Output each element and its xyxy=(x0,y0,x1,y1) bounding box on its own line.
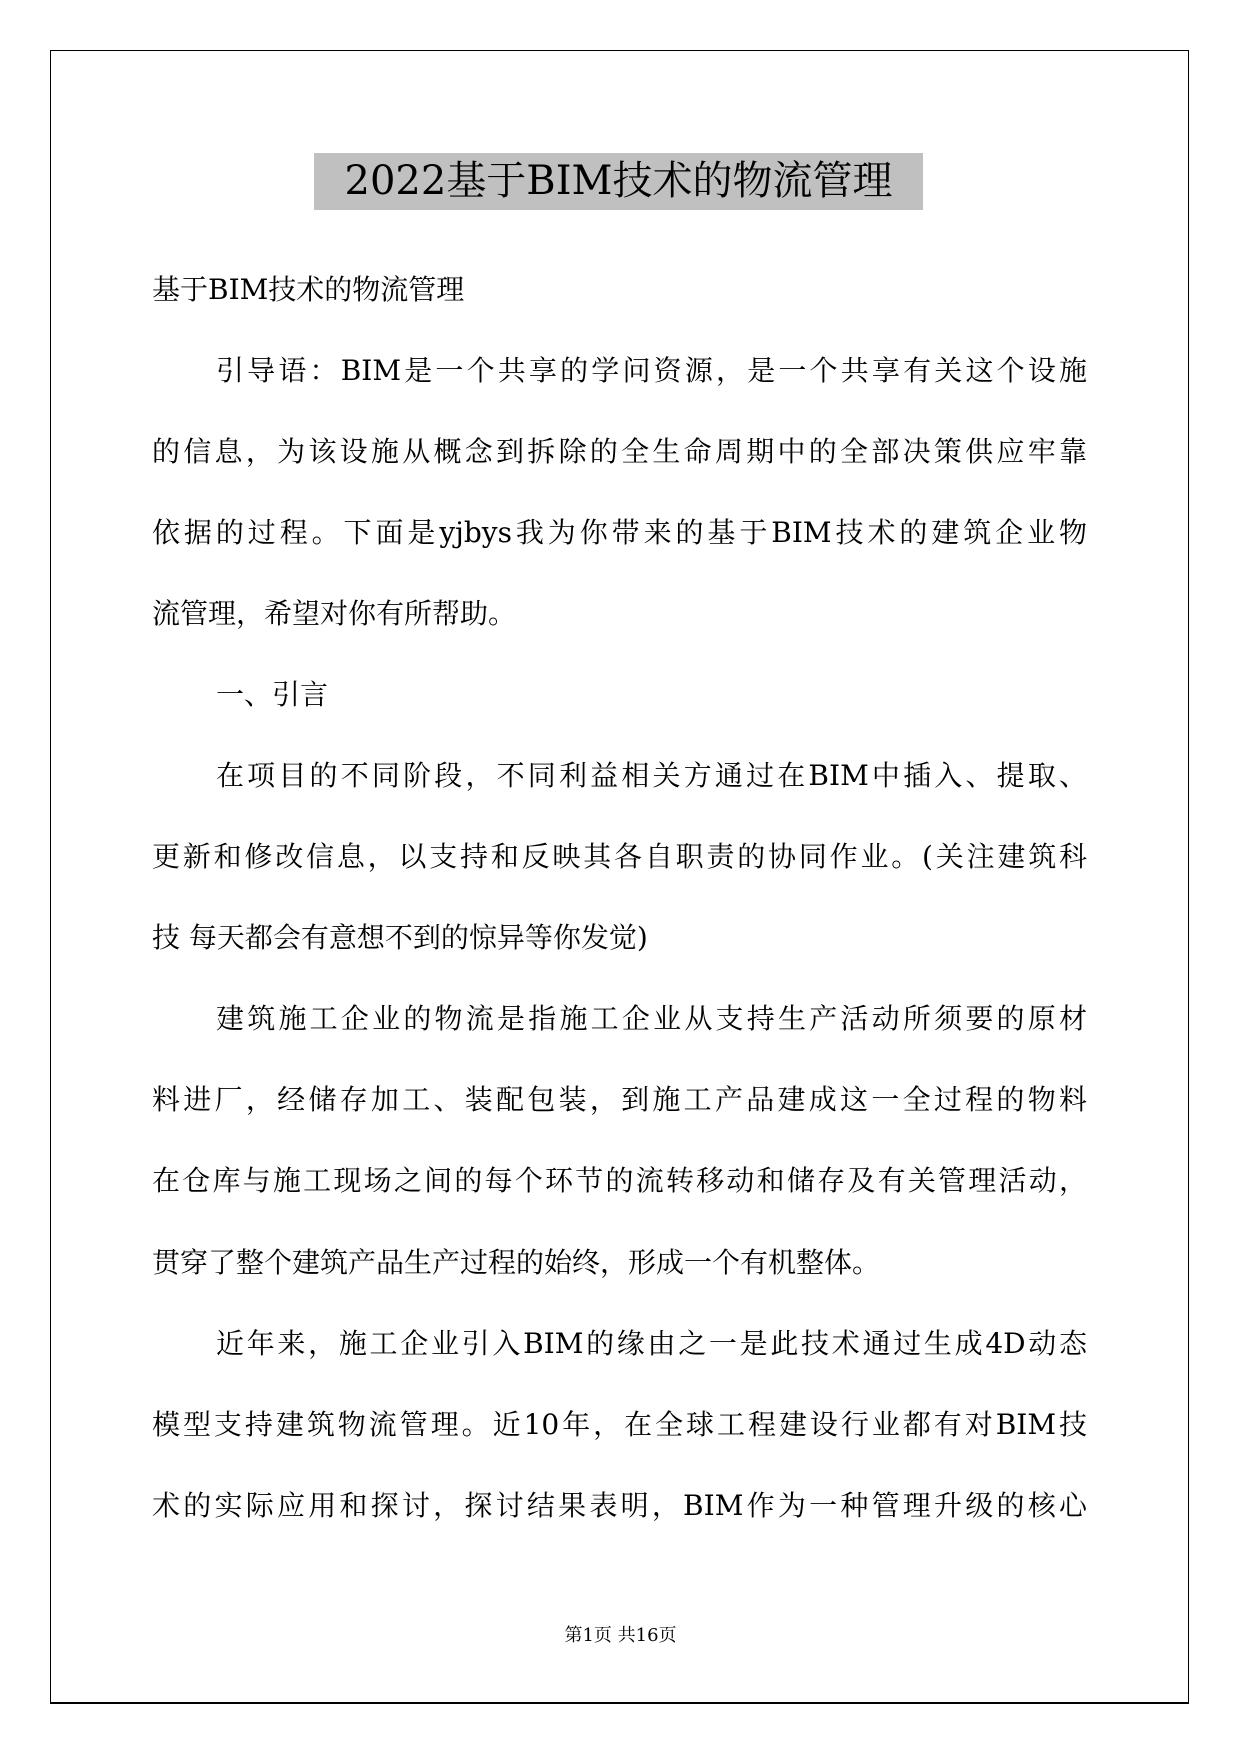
paragraph-line: 依据的过程。下面是yjbys我为你带来的基于BIM技术的建筑企业物 xyxy=(152,516,1087,549)
document-title: 2022基于BIM技术的物流管理 xyxy=(314,153,923,210)
paragraph-line: 流管理，希望对你有所帮助。 xyxy=(152,597,517,630)
paragraph-line: 在仓库与施工现场之间的每个环节的流转移动和储存及有关管理活动， xyxy=(152,1164,1087,1197)
paragraph-line: 贯穿了整个建筑产品生产过程的始终，形成一个有机整体。 xyxy=(152,1246,881,1279)
paragraph-line: 模型支持建筑物流管理。近10年，在全球工程建设行业都有对BIM技 xyxy=(152,1408,1087,1441)
paragraph-line: 料进厂，经储存加工、装配包装，到施工产品建成这一全过程的物料 xyxy=(152,1083,1087,1116)
paragraph-line: 引导语：BIM是一个共享的学问资源，是一个共享有关这个设施 xyxy=(216,354,1087,387)
paragraph-line: 更新和修改信息，以支持和反映其各自职责的协同作业。(关注建筑科 xyxy=(152,840,1087,873)
page-number: 第1页 共16页 xyxy=(564,1625,677,1646)
paragraph-line: 建筑施工企业的物流是指施工企业从支持生产活动所须要的原材 xyxy=(216,1002,1087,1035)
paragraph-line: 的信息，为该设施从概念到拆除的全生命周期中的全部决策供应牢靠 xyxy=(152,435,1087,468)
paragraph-line: 技 每天都会有意想不到的惊异等你发觉) xyxy=(152,921,648,954)
section-heading: 一、引言 xyxy=(216,678,329,711)
paragraph-line: 在项目的不同阶段，不同利益相关方通过在BIM中插入、提取、 xyxy=(216,759,1087,792)
paragraph-line: 近年来，施工企业引入BIM的缘由之一是此技术通过生成4D动态 xyxy=(216,1327,1087,1360)
paragraph-line: 术的实际应用和探讨，探讨结果表明，BIM作为一种管理升级的核心 xyxy=(152,1489,1087,1522)
subtitle-line: 基于BIM技术的物流管理 xyxy=(152,273,465,306)
